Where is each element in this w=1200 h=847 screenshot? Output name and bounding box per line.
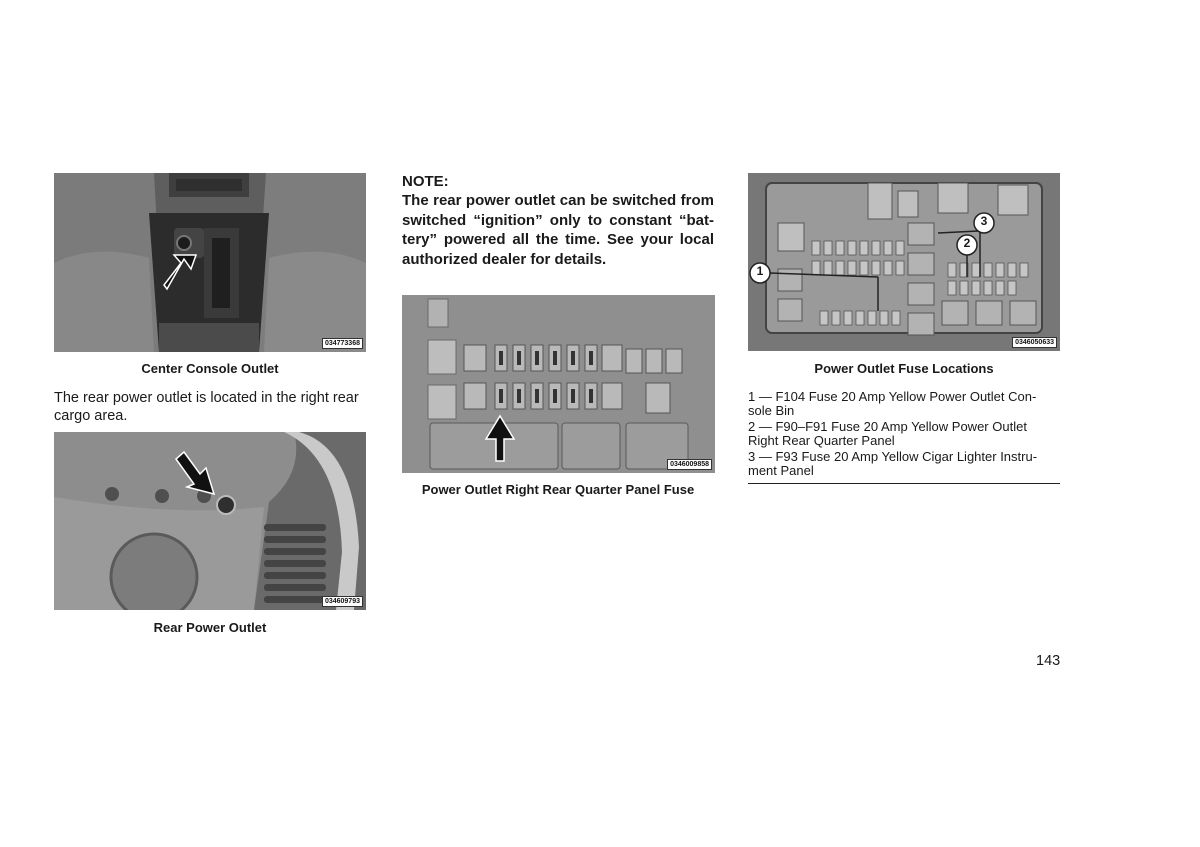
fuse-box-illustration bbox=[748, 173, 1060, 351]
fuse-legend bbox=[748, 390, 1060, 480]
figure-code: 034609793 bbox=[322, 596, 363, 607]
legend-item-2: 2 — F90–F91 Fuse 20 Amp Yellow Power Outlet Right Rear Quarter Panel bbox=[748, 419, 1027, 448]
note-text: The rear power outlet can be switched from switched “ignition” only to constant “bat-tery” powered all the time. See your local authorized dealer for details. bbox=[402, 192, 714, 268]
legend-item-1: 1 — F104 Fuse 20 Amp Yellow Power Outlet Con-sole Bin bbox=[748, 389, 1037, 418]
fuse-panel-illustration bbox=[402, 295, 715, 473]
rear-power-outlet-photo bbox=[54, 432, 366, 610]
power-outlet-fuse-locations-photo bbox=[748, 173, 1060, 351]
center-console-caption: Center Console Outlet bbox=[141, 361, 279, 376]
note-title: NOTE: bbox=[402, 173, 449, 190]
callout-3: 3 bbox=[980, 214, 988, 228]
legend-divider bbox=[748, 483, 1060, 484]
figure-code: 034773368 bbox=[322, 338, 363, 349]
center-console-illustration bbox=[54, 173, 366, 352]
fuse-locations-caption: Power Outlet Fuse Locations bbox=[814, 361, 994, 376]
figure-code: 0346050633 bbox=[1012, 337, 1057, 348]
callout-1: 1 bbox=[756, 264, 764, 278]
center-console-outlet-photo bbox=[54, 173, 366, 352]
quarter-panel-fuse-photo bbox=[402, 295, 715, 473]
figure-code: 0346009858 bbox=[667, 459, 712, 470]
rear-cargo-illustration bbox=[54, 432, 366, 610]
callout-2: 2 bbox=[963, 236, 971, 250]
legend-item-3: 3 — F93 Fuse 20 Amp Yellow Cigar Lighter Instru-ment Panel bbox=[748, 449, 1038, 478]
page-number: 143 bbox=[1036, 653, 1061, 669]
quarter-panel-fuse-caption: Power Outlet Right Rear Quarter Panel Fuse bbox=[421, 482, 695, 497]
rear-outlet-location-text: The rear power outlet is located in the right rear cargo area. bbox=[54, 390, 359, 424]
rear-power-outlet-caption: Rear Power Outlet bbox=[153, 620, 267, 635]
